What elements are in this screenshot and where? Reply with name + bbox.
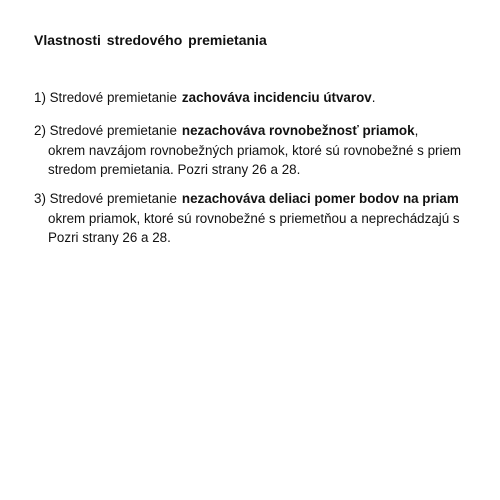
property-suffix: . [371,90,376,105]
property-continuation-line: Pozri strany 26 a 28. [48,230,171,245]
property-prefix: 2) Stredové premietanie [34,123,177,138]
property-item-1 [34,88,375,108]
property-emphasis: nezachováva deliaci pomer bodov na priam [181,191,459,206]
property-prefix: 3) Stredové premietanie [34,191,177,206]
property-line [34,88,375,108]
property-suffix: , [414,123,419,138]
property-item-3 [34,189,460,248]
property-emphasis: nezachováva rovnobežnosť priamok [181,123,415,138]
property-continuation-line: okrem priamok, ktoré sú rovnobežné s priemetňou a neprechádzajú s [48,210,460,226]
property-line [34,189,460,209]
property-item-2 [34,121,461,180]
property-line [34,121,461,141]
property-emphasis: zachováva incidenciu útvarov [181,90,372,105]
slide-title: Vlastnosti stredového premietania [34,32,267,48]
property-continuation-line: okrem navzájom rovnobežných priamok, ktoré sú rovnobežné s priem [48,142,462,158]
property-continuation-line: stredom premietania. Pozri strany 26 a 28. [48,162,301,177]
property-prefix: 1) Stredové premietanie [34,90,177,105]
